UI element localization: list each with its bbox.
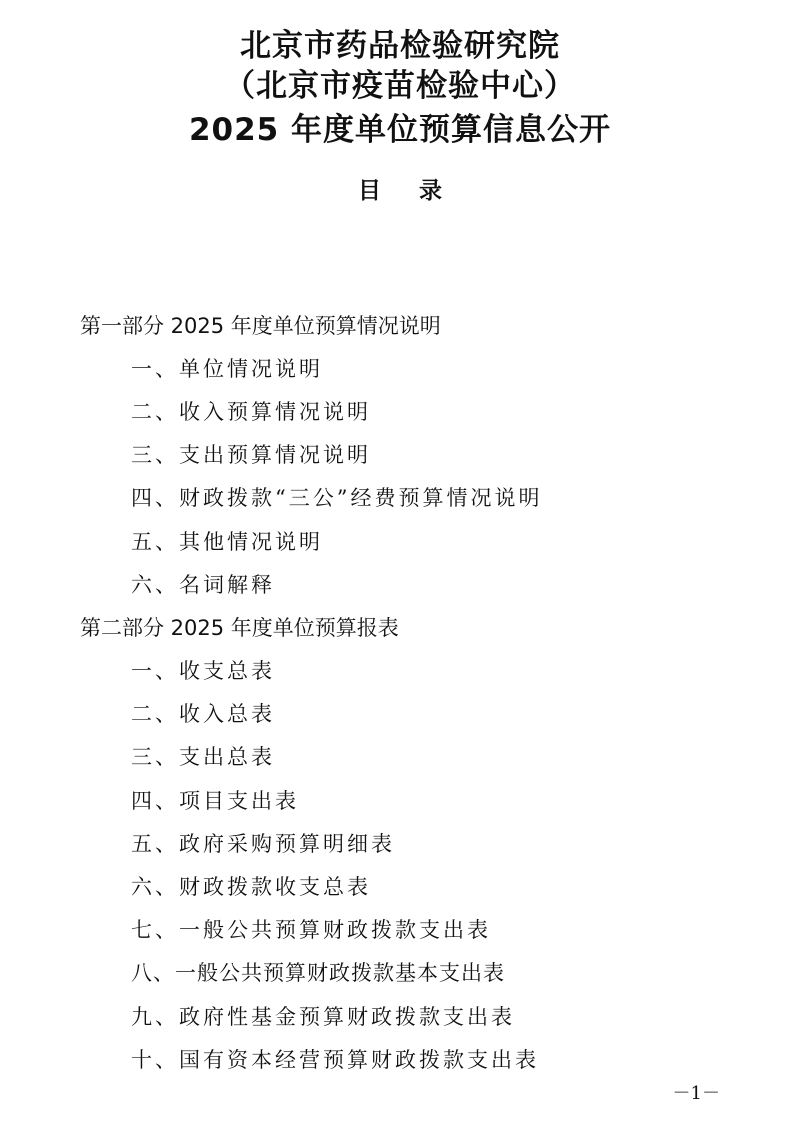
toc-item-part1-3[interactable]: 三、支出预算情况说明 [131, 443, 371, 467]
page-number: －1－ [672, 1083, 720, 1104]
toc-heading-char-1: 目 [358, 178, 381, 204]
toc-item-part2-7[interactable]: 七、一般公共预算财政拨款支出表 [131, 918, 491, 942]
toc-item-part2-9[interactable]: 九、政府性基金预算财政拨款支出表 [131, 1005, 515, 1029]
toc-item-part2-3[interactable]: 三、支出总表 [131, 745, 275, 769]
toc-item-part1-4[interactable]: 四、财政拨款“三公”经费预算情况说明 [131, 486, 543, 510]
toc-item-part1-1[interactable]: 一、单位情况说明 [131, 357, 323, 381]
toc-item-part2-5[interactable]: 五、政府采购预算明细表 [131, 832, 395, 856]
toc-part-1[interactable]: 第一部分 2025 年度单位预算情况说明 [80, 314, 441, 338]
toc-item-part2-6[interactable]: 六、财政拨款收支总表 [131, 875, 371, 899]
toc-item-part2-2[interactable]: 二、收入总表 [131, 702, 275, 726]
title-line-1: 北京市药品检验研究院 [240, 28, 560, 64]
toc-item-part2-10[interactable]: 十、国有资本经营预算财政拨款支出表 [131, 1048, 539, 1072]
toc-item-part2-4[interactable]: 四、项目支出表 [131, 789, 299, 813]
toc-item-part1-5[interactable]: 五、其他情况说明 [131, 530, 323, 554]
toc-item-part1-6[interactable]: 六、名词解释 [131, 573, 275, 597]
title-line-3: 2025 年度单位预算信息公开 [188, 112, 612, 148]
toc-item-part2-1[interactable]: 一、收支总表 [131, 659, 275, 683]
toc-item-part2-8[interactable]: 八、一般公共预算财政拨款基本支出表 [131, 961, 505, 985]
title-line-2: （北京市疫苗检验中心） [224, 68, 576, 104]
toc-heading-char-2: 录 [419, 178, 442, 204]
toc-part-2[interactable]: 第二部分 2025 年度单位预算报表 [80, 616, 399, 640]
toc-heading [0, 176, 800, 206]
toc-item-part1-2[interactable]: 二、收入预算情况说明 [131, 400, 371, 424]
